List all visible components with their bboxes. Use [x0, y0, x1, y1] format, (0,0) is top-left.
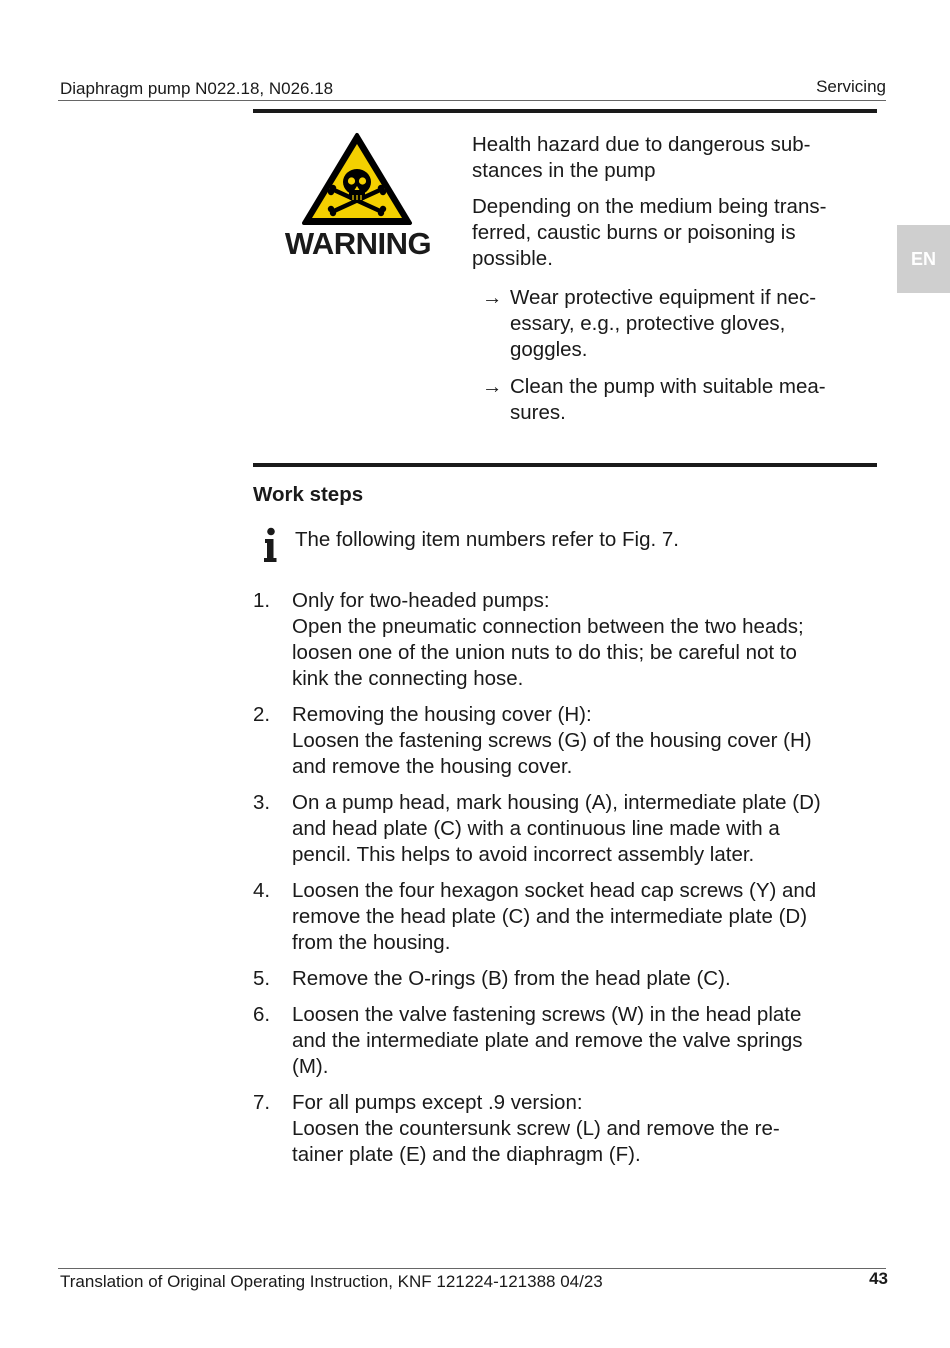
step-line: Open the pneumatic connection between the two heads; — [292, 615, 804, 638]
list-item — [253, 588, 893, 692]
warning-action-line: Wear protective equipment if nec- — [510, 286, 817, 309]
step-number: 5. — [253, 967, 271, 990]
step-line: tainer plate (E) and the diaphragm (F). — [292, 1143, 641, 1166]
info-note: The following item numbers refer to Fig. 7. — [295, 528, 679, 551]
step-line: Loosen the fastening screws (G) of the housing cover (H) — [292, 729, 812, 752]
list-item — [253, 702, 893, 780]
footer-text: Translation of Original Operating Instruction, KNF 121224-121388 04/23 — [60, 1272, 603, 1291]
list-item — [253, 1002, 893, 1080]
step-line: Remove the O-rings (B) from the head plate (C). — [292, 967, 731, 990]
info-icon — [262, 527, 278, 563]
step-number: 7. — [253, 1091, 271, 1114]
step-line: For all pumps except .9 version: — [292, 1091, 583, 1114]
warning-top-rule — [253, 109, 877, 113]
step-number: 2. — [253, 703, 271, 726]
step-line: remove the head plate (C) and the intermediate plate (D) — [292, 905, 808, 928]
warning-title-line: Health hazard due to dangerous sub- — [472, 133, 811, 156]
warning-label: WARNING — [284, 226, 432, 261]
step-line: loosen one of the union nuts to do this; be careful not to — [292, 641, 797, 664]
skull-crossbones-warning-icon — [301, 132, 413, 226]
warning-action — [472, 374, 872, 426]
warning-title-line: stances in the pump — [472, 159, 656, 182]
step-line: kink the connecting hose. — [292, 667, 524, 690]
warning-action-line: essary, e.g., protective gloves, — [510, 312, 786, 335]
header-section: Servicing — [816, 77, 886, 96]
step-line: Loosen the valve fastening screws (W) in the head plate — [292, 1003, 802, 1026]
step-line: and the intermediate plate and remove the valve springs — [292, 1029, 803, 1052]
list-item — [253, 878, 893, 956]
warning-description-line: possible. — [472, 247, 553, 270]
warning-title — [472, 132, 872, 184]
step-number: 6. — [253, 1003, 271, 1026]
header-divider — [58, 100, 886, 101]
work-steps-title: Work steps — [253, 483, 364, 506]
warning-bottom-rule — [253, 463, 877, 467]
step-line: and head plate (C) with a continuous line made with a — [292, 817, 780, 840]
step-line: Removing the housing cover (H): — [292, 703, 592, 726]
list-item — [253, 1090, 893, 1168]
warning-description-line: ferred, caustic burns or poisoning is — [472, 221, 796, 244]
warning-action-line: sures. — [510, 401, 566, 424]
page-number: 43 — [869, 1269, 888, 1288]
arrow-right-icon: → — [482, 375, 503, 398]
step-line: and remove the housing cover. — [292, 755, 573, 778]
warning-description — [472, 194, 872, 272]
warning-action-line: Clean the pump with suitable mea- — [510, 375, 826, 398]
warning-action — [472, 285, 872, 363]
footer-divider — [58, 1268, 886, 1269]
step-line: (M). — [292, 1055, 329, 1078]
warning-text-block — [472, 132, 872, 437]
warning-action-line: goggles. — [510, 338, 588, 361]
language-tab: EN — [897, 225, 950, 293]
step-line: Loosen the countersunk screw (L) and remove the re- — [292, 1117, 780, 1140]
step-line: On a pump head, mark housing (A), intermediate plate (D) — [292, 791, 821, 814]
list-item — [253, 966, 893, 992]
list-item — [253, 790, 893, 868]
step-number: 4. — [253, 879, 271, 902]
arrow-right-icon: → — [482, 286, 503, 309]
step-line: Loosen the four hexagon socket head cap screws (Y) and — [292, 879, 817, 902]
step-line: from the housing. — [292, 931, 451, 954]
warning-description-line: Depending on the medium being trans- — [472, 195, 827, 218]
step-number: 3. — [253, 791, 271, 814]
work-steps-list — [253, 588, 893, 1178]
header-title: Diaphragm pump N022.18, N026.18 — [60, 79, 334, 98]
step-number: 1. — [253, 589, 271, 612]
step-line: Only for two-headed pumps: — [292, 589, 550, 612]
step-line: pencil. This helps to avoid incorrect assembly later. — [292, 843, 755, 866]
